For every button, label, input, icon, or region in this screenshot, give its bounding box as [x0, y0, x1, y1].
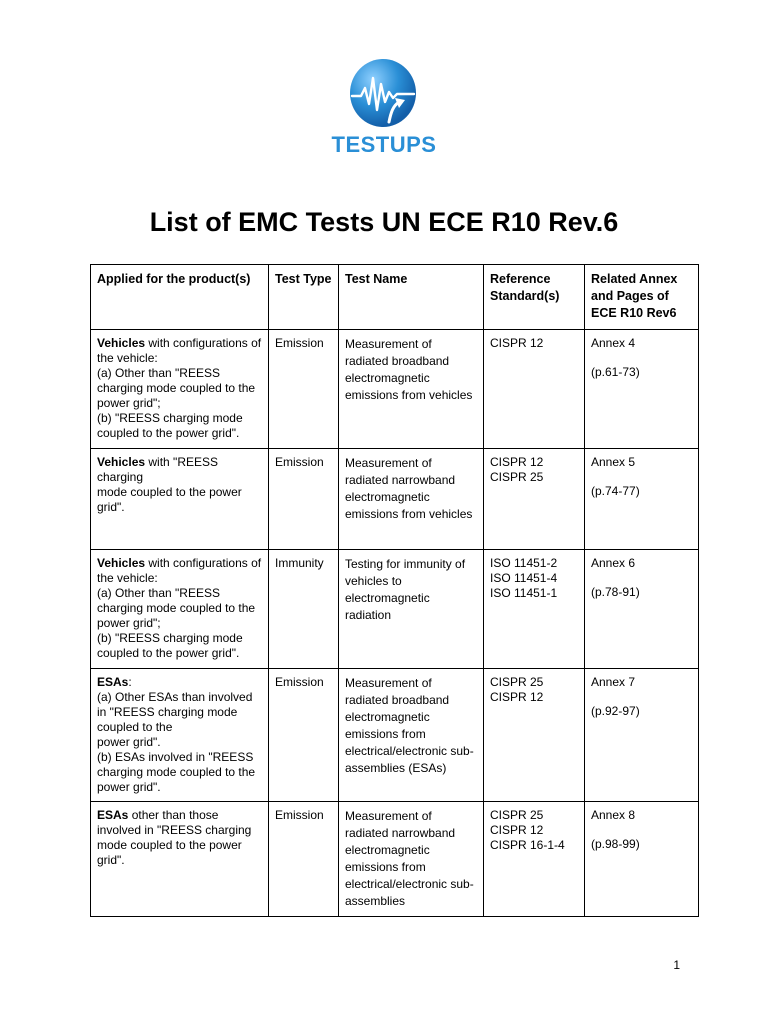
annex-pages: (p.61-73)	[591, 365, 640, 379]
cell-standards: CISPR 25 CISPR 12 CISPR 16-1-4	[484, 802, 585, 917]
table-row	[91, 802, 699, 917]
annex-pages: (p.92-97)	[591, 704, 640, 718]
annex-label: Annex 5	[591, 455, 636, 469]
annex-label: Annex 4	[591, 336, 636, 350]
product-subject: Vehicles	[97, 336, 146, 350]
header-test-type: Test Type	[269, 265, 339, 330]
cell-product	[91, 669, 269, 802]
annex-label: Annex 7	[591, 675, 636, 689]
product-subject: Vehicles	[97, 556, 146, 570]
product-description: other than those involved in "REESS charging mode coupled to the power grid".	[97, 808, 252, 867]
cell-test-name: Measurement of radiated broadband electromagnetic emissions from vehicles	[339, 330, 484, 449]
annex-label: Annex 6	[591, 556, 636, 570]
cell-test-type: Emission	[269, 669, 339, 802]
page-number: 1	[673, 958, 680, 972]
product-description: with "REESS charging mode coupled to the power grid".	[97, 455, 242, 514]
cell-test-name: Measurement of radiated broadband electromagnetic emissions from electrical/electronic sub-assemblies (ESAs)	[339, 669, 484, 802]
product-description: with configurations of the vehicle: (a) Other than "REESS charging mode coupled to the power grid"; (b) "REESS charging mode coupled to the power grid".	[97, 556, 262, 660]
cell-standards: CISPR 25 CISPR 12	[484, 669, 585, 802]
cell-annex	[585, 550, 699, 669]
table-header-row	[91, 265, 699, 330]
table-row	[91, 669, 699, 802]
page-title: List of EMC Tests UN ECE R10 Rev.6	[149, 207, 619, 237]
cell-product	[91, 449, 269, 550]
cell-annex	[585, 669, 699, 802]
cell-standards: CISPR 12 CISPR 25	[484, 449, 585, 550]
product-description: : (a) Other ESAs than involved in "REESS charging mode coupled to the power grid". (b) ESAs involved in "REESS charging mode coupled to the power grid".	[97, 675, 256, 794]
logo-wordmark: TESTUPS	[331, 132, 437, 157]
testups-logo	[328, 56, 440, 160]
table-row	[91, 330, 699, 449]
cell-standards: ISO 11451-2 ISO 11451-4 ISO 11451-1	[484, 550, 585, 669]
header-applied-for: Applied for the product(s)	[91, 265, 269, 330]
cell-test-name: Measurement of radiated narrowband electromagnetic emissions from vehicles	[339, 449, 484, 550]
cell-product	[91, 550, 269, 669]
annex-pages: (p.78-91)	[591, 585, 640, 599]
header-reference-standards: Reference Standard(s)	[484, 265, 585, 330]
cell-product	[91, 802, 269, 917]
table-row	[91, 449, 699, 550]
product-subject: ESAs	[97, 675, 129, 689]
cell-test-type: Emission	[269, 449, 339, 550]
cell-test-type: Emission	[269, 802, 339, 917]
product-subject: Vehicles	[97, 455, 146, 469]
product-subject: ESAs	[97, 808, 129, 822]
header-related-annex: Related Annex and Pages of ECE R10 Rev6	[585, 265, 699, 330]
annex-pages: (p.74-77)	[591, 484, 640, 498]
cell-test-type: Emission	[269, 330, 339, 449]
cell-test-name: Measurement of radiated narrowband electromagnetic emissions from electrical/electronic sub-assemblies	[339, 802, 484, 917]
table-row	[91, 550, 699, 669]
emc-tests-table	[90, 264, 699, 917]
globe-waveform-icon	[349, 58, 417, 128]
annex-label: Annex 8	[591, 808, 636, 822]
header-test-name: Test Name	[339, 265, 484, 330]
annex-pages: (p.98-99)	[591, 837, 640, 851]
cell-standards: CISPR 12	[484, 330, 585, 449]
cell-annex	[585, 802, 699, 917]
product-description: with configurations of the vehicle: (a) Other than "REESS charging mode coupled to the power grid"; (b) "REESS charging mode coupled to the power grid".	[97, 336, 262, 440]
cell-test-name: Testing for immunity of vehicles to electromagnetic radiation	[339, 550, 484, 669]
cell-annex	[585, 449, 699, 550]
cell-annex	[585, 330, 699, 449]
cell-test-type: Immunity	[269, 550, 339, 669]
cell-product	[91, 330, 269, 449]
